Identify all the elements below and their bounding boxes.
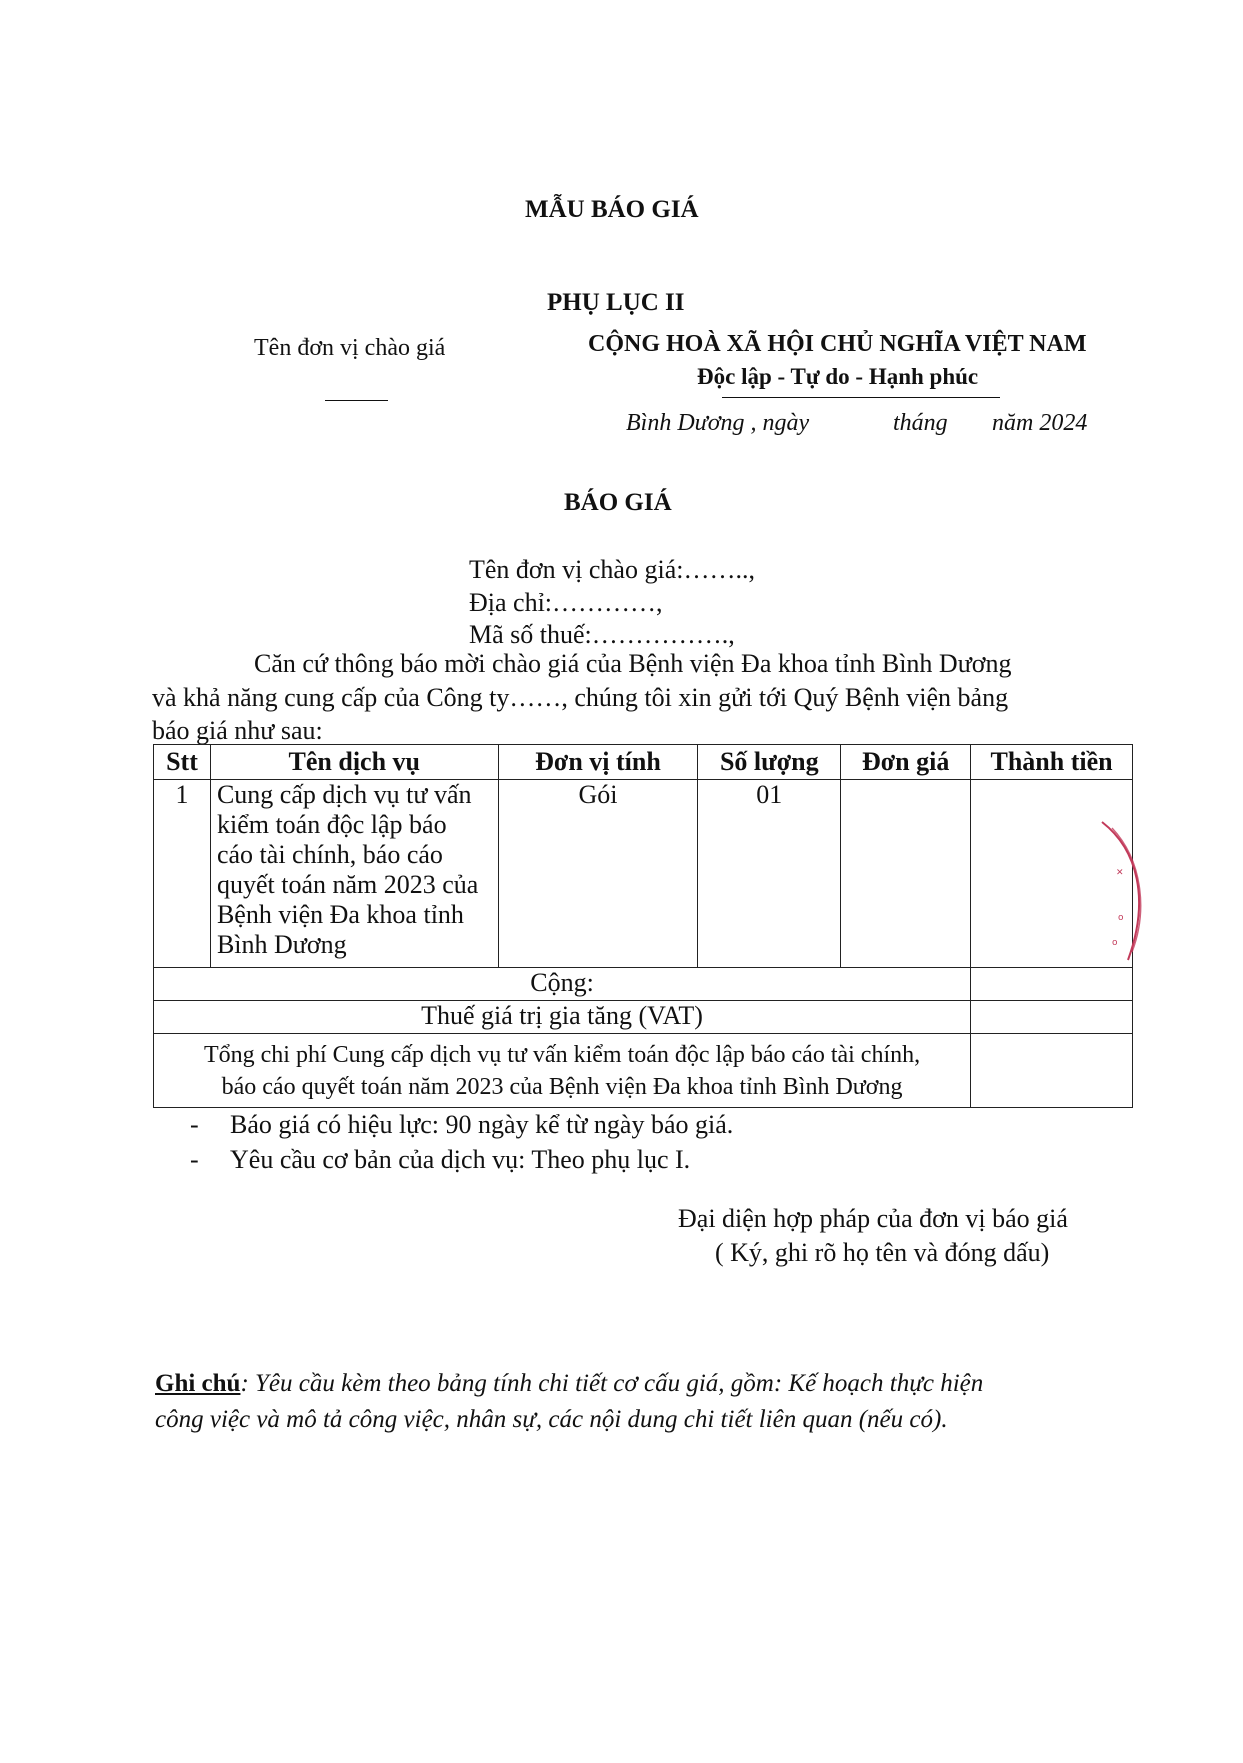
sum-row [154,968,1133,1001]
cell-service [210,780,498,968]
cell-stt: 1 [154,780,211,968]
vat-label: Thuế giá trị gia tăng (VAT) [154,1001,971,1034]
appendix-title: PHỤ LỤC II [547,289,685,316]
total-value [971,1034,1133,1108]
note-item [190,1145,690,1175]
service-line: quyết toán năm 2023 của [216,870,479,899]
table-header-row [154,745,1133,780]
nation-title: CỘNG HOÀ XÃ HỘI CHỦ NGHĨA VIỆT NAM [588,331,1087,357]
bullet-dash: - [190,1110,199,1139]
header-quantity: Số lượng [698,745,841,780]
intro-line-1: Căn cứ thông báo mời chào giá của Bệnh viện Đa khoa tỉnh Bình Dương [254,649,1012,678]
total-line-1: Tổng chi phí Cung cấp dịch vụ tư vấn kiểm toán độc lập báo cáo tài chính, [203,1041,921,1068]
total-label [154,1034,971,1108]
remark-label: Ghi chú [155,1370,241,1397]
service-line: Bệnh viện Đa khoa tỉnh [216,900,464,929]
unit-name-label: Tên đơn vị chào giá [254,335,446,361]
intro-line-3: báo giá như sau: [152,716,323,745]
field-unit: Tên đơn vị chào giá:…….., [469,555,755,584]
service-line: Bình Dương [216,930,347,959]
note-item [190,1110,733,1140]
unit-underline [325,400,388,401]
field-tax-code: Mã số thuế:……………., [469,620,735,649]
header-stt: Stt [154,745,211,780]
header-unit: Đơn vị tính [498,745,698,780]
field-address: Địa chỉ:…………, [469,588,663,617]
remark-line-1 [155,1370,983,1398]
cell-quantity: 01 [698,780,841,968]
header-service: Tên dịch vụ [210,745,498,780]
sum-value [971,968,1133,1001]
remark-colon: : [240,1370,249,1397]
intro-line-2: và khả năng cung cấp của Công ty……, chúng tôi xin gửi tới Quý Bệnh viện bảng [152,683,1009,712]
cell-unit-price [841,780,971,968]
quotation-table [153,744,1133,1108]
form-title: MẪU BÁO GIÁ [525,196,699,223]
svg-text:✕: ✕ [1116,868,1124,878]
note-text: Báo giá có hiệu lực: 90 ngày kể từ ngày báo giá. [230,1110,734,1139]
service-line: Cung cấp dịch vụ tư vấn [216,780,472,809]
date-place: Bình Dương , ngày [626,410,810,436]
table-row [154,780,1133,968]
note-text: Yêu cầu cơ bản của dịch vụ: Theo phụ lục I. [230,1145,691,1174]
signature-note: ( Ký, ghi rõ họ tên và đóng dấu) [715,1238,1050,1267]
signature-title: Đại diện hợp pháp của đơn vị báo giá [678,1204,1068,1233]
motto: Độc lập - Tự do - Hạnh phúc [697,364,979,389]
vat-row [154,1001,1133,1034]
date-year: năm 2024 [992,410,1088,436]
remark-text-1: Yêu cầu kèm theo bảng tính chi tiết cơ cấu giá, gồm: Kế hoạch thực hiện [255,1370,984,1397]
svg-text:o: o [1112,938,1118,948]
date-month: tháng [893,410,948,436]
svg-text:o: o [1118,913,1124,923]
bullet-dash: - [190,1145,199,1174]
service-line: kiểm toán độc lập báo [216,810,447,839]
red-stamp-icon [1098,820,1152,970]
header-unit-price: Đơn giá [841,745,971,780]
sum-label: Cộng: [154,968,971,1001]
total-line-2: báo cáo quyết toán năm 2023 của Bệnh viện Đa khoa tỉnh Bình Dương [221,1073,903,1100]
remark-line-2: công việc và mô tả công việc, nhân sự, các nội dung chi tiết liên quan (nếu có). [155,1406,948,1433]
service-line: cáo tài chính, báo cáo [216,840,443,869]
header-amount: Thành tiền [971,745,1133,780]
vat-value [971,1001,1133,1034]
cell-unit: Gói [498,780,698,968]
total-row [154,1034,1133,1108]
document-title: BÁO GIÁ [564,489,672,516]
motto-underline [722,397,1000,398]
